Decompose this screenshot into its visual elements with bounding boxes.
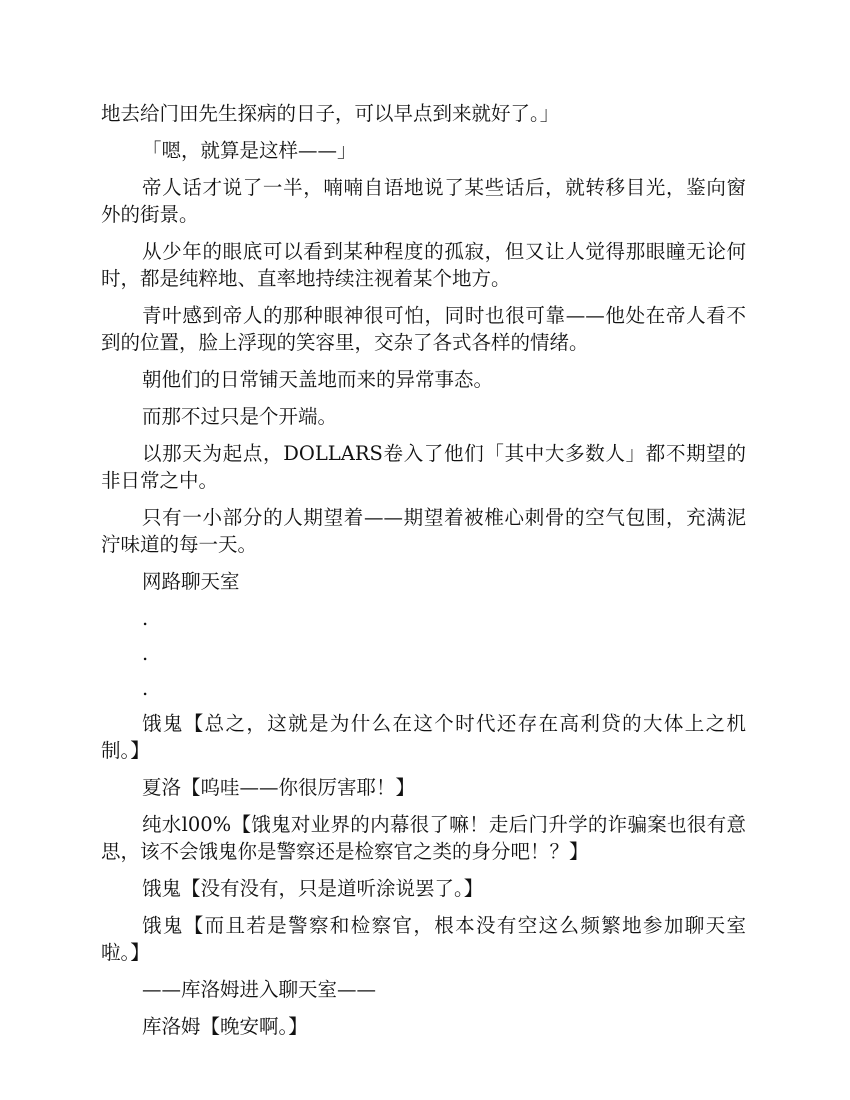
paragraph: 地去给门田先生探病的日子，可以早点到来就好了。」: [101, 102, 560, 125]
separator-dot: .: [142, 642, 149, 665]
paragraph: 而那不过只是个开端。: [142, 405, 338, 428]
chat-line: 饿鬼【而且若是警察和检察官，根本没有空这么频繁地参加聊天室啦。】: [101, 914, 746, 964]
chat-line: 夏洛【呜哇——你很厉害耶！】: [142, 776, 416, 799]
chat-line: 饿鬼【没有没有，只是道听涂说罢了。】: [142, 877, 484, 900]
chat-line: 饿鬼【总之，这就是为什么在这个时代还存在高利贷的大体上之机制。】: [101, 712, 746, 762]
document-page: [101, 100, 746, 1050]
paragraph: 只有一小部分的人期望着——期望着被椎心刺骨的空气包围，充满泥泞味道的每一天。: [101, 506, 746, 556]
paragraph: 从少年的眼底可以看到某种程度的孤寂，但又让人觉得那眼瞳无论何时，都是纯粹地、直率地持续注视着某个地方。: [101, 240, 746, 290]
paragraph: 以那天为起点，DOLLARS卷入了他们「其中大多数人」都不期望的非日常之中。: [101, 442, 746, 492]
paragraph: 青叶感到帝人的那种眼神很可怕，同时也很可靠——他处在帝人看不到的位置，脸上浮现的笑容里，交杂了各式各样的情绪。: [101, 304, 746, 354]
section-heading: 网路聊天室: [142, 570, 240, 593]
separator-dot: .: [142, 677, 149, 700]
chat-line: 纯水l00%【饿鬼对业界的内幕很了嘛！走后门升学的诈骗案也很有意思，该不会饿鬼你是警察还是检察官之类的身分吧！？】: [101, 813, 746, 863]
paragraph: 帝人话才说了一半，喃喃自语地说了某些话后，就转移目光，鉴向窗外的街景。: [101, 176, 746, 226]
chat-line: 库洛姆【晚安啊。】: [142, 1015, 308, 1038]
chat-system-message: ——库洛姆进入聊天室——: [142, 978, 377, 1001]
separator-dot: .: [142, 607, 149, 630]
paragraph: 「嗯，就算是这样——」: [142, 139, 357, 162]
paragraph: 朝他们的日常铺天盖地而来的异常事态。: [142, 368, 494, 391]
